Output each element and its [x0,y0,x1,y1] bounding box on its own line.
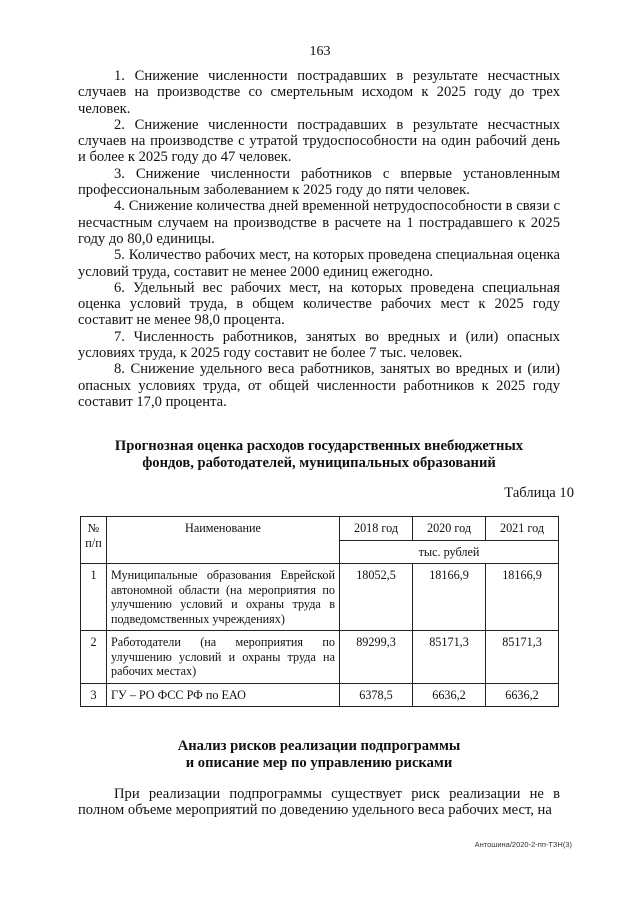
row-name: ГУ – РО ФСС РФ по ЕАО [107,683,340,707]
row-name: Работодатели (на мероприятия по улучшению условий и охраны труда на рабочих местах) [107,631,340,684]
table-header-row [81,517,559,541]
section-title-line: и описание мер по управлению рисками [185,755,453,771]
goals-list [78,68,560,410]
row-num: 1 [81,564,107,631]
header-year: 2020 год [413,517,486,541]
row-value: 6636,2 [486,683,559,707]
row-num: 2 [81,631,107,684]
row-value: 85171,3 [413,631,486,684]
row-value: 18166,9 [413,564,486,631]
section-title-line: Прогнозная оценка расходов государственных внебюджетных [114,438,524,454]
row-num: 3 [81,683,107,707]
goal-item: 7. Численность работников, занятых во вредных и (или) опасных условиях труда, к 2025 году составит не более 7 тыс. человек. [78,328,560,362]
goal-item: 8. Снижение удельного веса работников, занятых во вредных и (или) опасных условиях труда, от общей численности работников к 2025 году составит 17,0 процента. [78,361,560,410]
section-title-line: фондов, работодателей, муниципальных образований [142,455,496,471]
header-num: № п/п [81,517,107,564]
row-value: 18166,9 [486,564,559,631]
row-value: 89299,3 [340,631,413,684]
table-row [81,631,559,684]
table-row [81,564,559,631]
goal-item: 5. Количество рабочих мест, на которых проведена специальная оценка условий труда, составит не менее 2000 единиц ежегодно. [78,247,560,280]
document-stamp: Антошина/2020-2-пп-ТЗН(3) [474,840,572,849]
section-title-risks [78,738,560,772]
goal-item: 6. Удельный вес рабочих мест, на которых проведена специальная оценка условий труда, в общем количестве рабочих мест к 2025 году составит не менее 98,0 процента. [78,279,560,329]
costs-table [80,516,559,707]
row-value: 6636,2 [413,683,486,707]
row-name: Муниципальные образования Еврейской автономной области (на мероприятия по улучшению условий и охраны труда в подведомственных учреждениях) [107,564,340,631]
goal-item: 4. Снижение количества дней временной нетрудоспособности в связи с несчастным случаем на производстве в расчете на 1 пострадавшего к 2025 году до 80,0 единицы. [78,198,560,247]
section-title-costs [78,438,560,472]
page-number: 163 [309,44,331,59]
table-row [81,683,559,707]
goal-item: 2. Снижение численности пострадавших в результате несчастных случаев на производстве с утратой трудоспособности на один рабочий день и более к 2025 году до 47 человек. [78,116,560,166]
body-paragraph: При реализации подпрограммы существует риск реализации не в полном объеме мероприятий по доведению удельного веса рабочих мест, на [78,786,560,819]
table-caption: Таблица 10 [504,485,574,501]
units-label: тыс. рублей [340,540,559,564]
goal-item: 3. Снижение численности работников с впервые установленным профессиональным заболеванием к 2025 году до пяти человек. [78,165,560,199]
header-year: 2018 год [340,517,413,541]
header-year: 2021 год [486,517,559,541]
goal-item: 1. Снижение численности пострадавших в результате несчастных случаев на производстве со смертельным исходом к 2025 году до трех человек. [78,68,560,117]
row-value: 85171,3 [486,631,559,684]
row-value: 18052,5 [340,564,413,631]
row-value: 6378,5 [340,683,413,707]
section-title-line: Анализ рисков реализации подпрограммы [177,738,461,754]
header-name: Наименование [107,517,340,564]
